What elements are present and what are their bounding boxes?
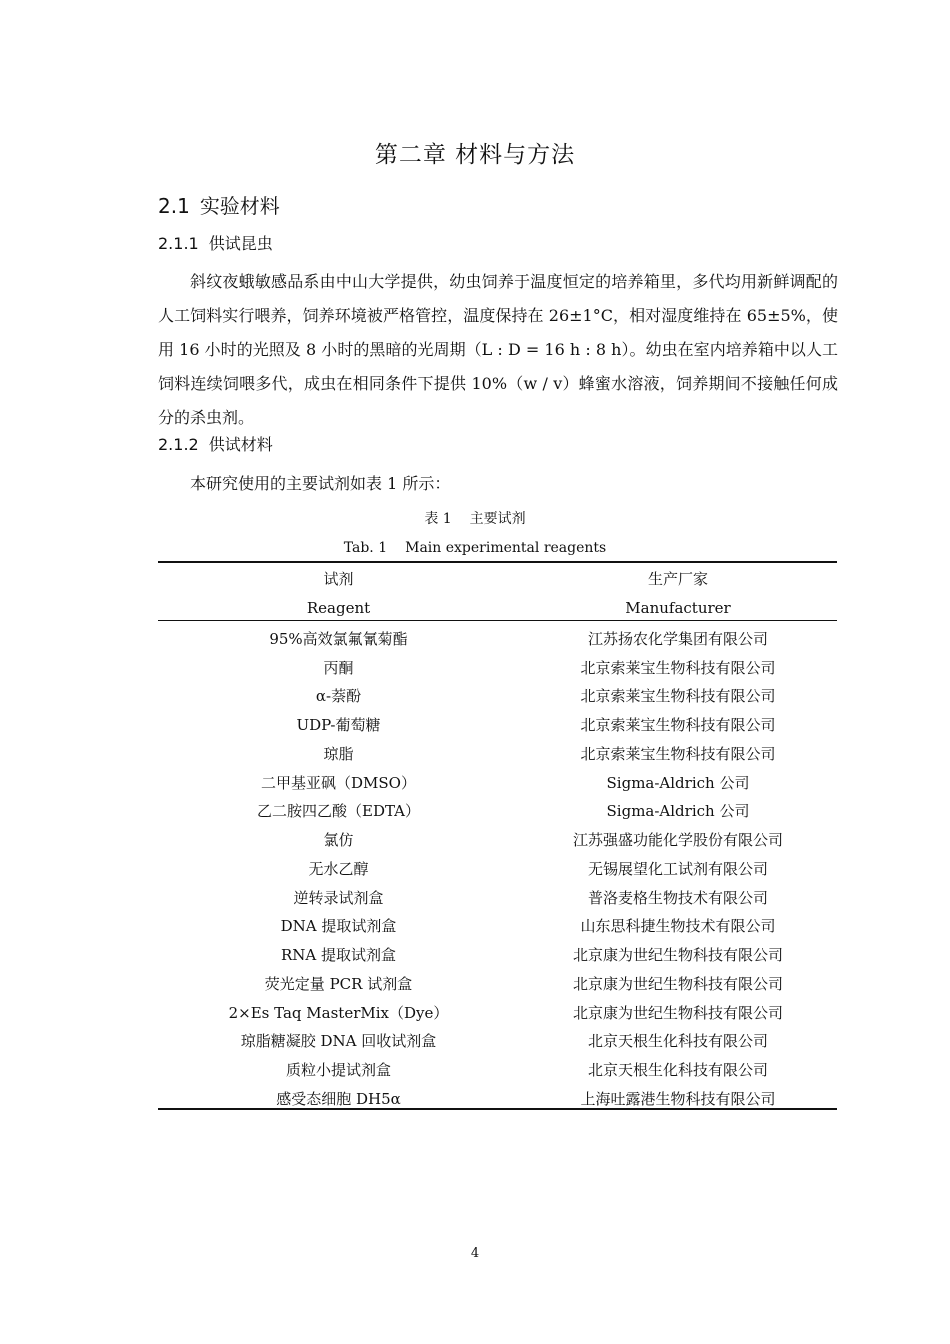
- manufacturer-cell: 北京索莱宝生物科技有限公司: [580, 658, 776, 677]
- table-row: [158, 940, 837, 969]
- header-reagent-cn: 试剂: [323, 570, 354, 588]
- reagent-cell: 逆转录试剂盒: [293, 888, 384, 907]
- manufacturer-cell: Sigma-Aldrich 公司: [606, 773, 750, 792]
- manufacturer-cell: 上海吐露港生物科技有限公司: [580, 1089, 776, 1108]
- reagent-cell: 乙二胺四乙酸（EDTA）: [257, 802, 420, 821]
- reagent-cell: 荧光定量 PCR 试剂盒: [264, 974, 413, 993]
- reagent-cell: 2×Es Taq MasterMix（Dye）: [228, 1003, 449, 1022]
- section-title: 实验材料: [199, 194, 280, 218]
- table-header: [158, 564, 837, 622]
- reagent-cell: 无水乙醇: [308, 859, 369, 878]
- table-caption-cn: [0, 508, 950, 528]
- manufacturer-cell: 北京索莱宝生物科技有限公司: [580, 716, 776, 735]
- manufacturer-cell: 北京康为世纪生物科技有限公司: [572, 974, 783, 993]
- manufacturer-cell: 北京康为世纪生物科技有限公司: [572, 946, 783, 965]
- table-row: [158, 797, 837, 826]
- reagent-cell: 质粒小提试剂盒: [285, 1061, 391, 1080]
- manufacturer-cell: 北京天根生化科技有限公司: [587, 1032, 768, 1051]
- reagent-cell: 感受态细胞 DH5α: [276, 1089, 401, 1108]
- reagent-cell: 氯仿: [323, 831, 354, 850]
- reagent-cell: 琼脂糖凝胶 DNA 回收试剂盒: [240, 1032, 437, 1051]
- reagent-cell: 二甲基亚砜（DMSO）: [261, 773, 416, 792]
- manufacturer-cell: 江苏扬农化学集团有限公司: [587, 629, 768, 648]
- table-row: [158, 883, 837, 912]
- subsection-number: 2.1.1: [158, 234, 199, 253]
- reagent-cell: DNA 提取试剂盒: [280, 917, 397, 936]
- manufacturer-cell: 无锡展望化工试剂有限公司: [587, 859, 768, 878]
- manufacturer-cell: Sigma-Aldrich 公司: [606, 802, 750, 821]
- manufacturer-cell: 北京索莱宝生物科技有限公司: [580, 687, 776, 706]
- subsection-title: 供试昆虫: [208, 234, 273, 253]
- table-row: [158, 912, 837, 941]
- chapter-title: 第二章 材料与方法: [374, 142, 576, 168]
- header-manufacturer-en: Manufacturer: [625, 598, 731, 617]
- paragraph-insects: 斜纹夜蛾敏感品系由中山大学提供，幼虫饲养于温度恒定的培养箱里，多代均用新鲜调配的人工饲料实行喂养，饲养环境被严格管控，温度保持在 26±1°C，相对湿度维持在 65±5%，使用 16 小时的光照及 8 小时的黑暗的光周期（L : D = 16 h : 8 h）。幼虫在室内培养箱中以人工饲料连续饲喂多代，成虫在相同条件下提供 10%（w / v）蜂蜜水溶液，饲养期间不接触任何成分的杀虫剂。: [158, 272, 838, 427]
- table-row: [158, 682, 837, 711]
- manufacturer-cell: 北京索莱宝生物科技有限公司: [580, 744, 776, 763]
- subsection-heading-materials: [158, 432, 273, 455]
- subsection-number: 2.1.2: [158, 435, 199, 454]
- section-number: 2.1: [158, 194, 190, 218]
- table-row: [158, 653, 837, 682]
- manufacturer-cell: 江苏强盛功能化学股份有限公司: [572, 831, 783, 850]
- table-top-rule: [158, 561, 837, 563]
- table-row: [158, 768, 837, 797]
- table-row: [158, 624, 837, 653]
- manufacturer-cell: 北京康为世纪生物科技有限公司: [572, 1003, 783, 1022]
- table-caption-en-text: Main experimental reagents: [405, 540, 607, 556]
- reagent-cell: RNA 提取试剂盒: [280, 946, 397, 965]
- table-caption-en-label: Tab. 1: [343, 540, 388, 556]
- manufacturer-cell: 普洛麦格生物技术有限公司: [587, 888, 768, 907]
- header-reagent-en: Reagent: [306, 598, 371, 617]
- table-header-rule: [158, 620, 837, 621]
- table-bottom-rule: [158, 1108, 837, 1110]
- table-row: [158, 710, 837, 739]
- section-heading: [158, 190, 280, 219]
- reagent-cell: 琼脂: [323, 744, 354, 763]
- manufacturer-cell: 山东思科捷生物技术有限公司: [580, 917, 776, 936]
- reagent-cell: 95%高效氯氟氰菊酯: [269, 629, 408, 648]
- subsection-heading-insects: [158, 231, 273, 254]
- header-manufacturer-cn: 生产厂家: [647, 570, 708, 588]
- table-caption-cn-label: 表 1: [424, 511, 452, 527]
- reagent-cell: 丙酮: [323, 658, 354, 677]
- table-row: [158, 1055, 837, 1084]
- paragraph-materials: 本研究使用的主要试剂如表 1 所示：: [190, 474, 451, 493]
- table-row: [158, 1027, 837, 1056]
- table-row: [158, 825, 837, 854]
- reagent-cell: α-萘酚: [315, 687, 362, 706]
- table-header-row-cn: [158, 564, 837, 593]
- table-row: [158, 998, 837, 1027]
- manufacturer-cell: 北京天根生化科技有限公司: [587, 1061, 768, 1080]
- reagent-cell: UDP-葡萄糖: [296, 716, 381, 735]
- table-row: [158, 854, 837, 883]
- table-caption-en: [0, 540, 950, 556]
- table-body: [158, 624, 837, 1113]
- table-row: [158, 969, 837, 998]
- table-header-row-en: [158, 593, 837, 622]
- table-row: [158, 739, 837, 768]
- subsection-title: 供试材料: [208, 435, 273, 454]
- table-caption-cn-text: 主要试剂: [469, 511, 526, 527]
- page-number: 4: [470, 1246, 480, 1261]
